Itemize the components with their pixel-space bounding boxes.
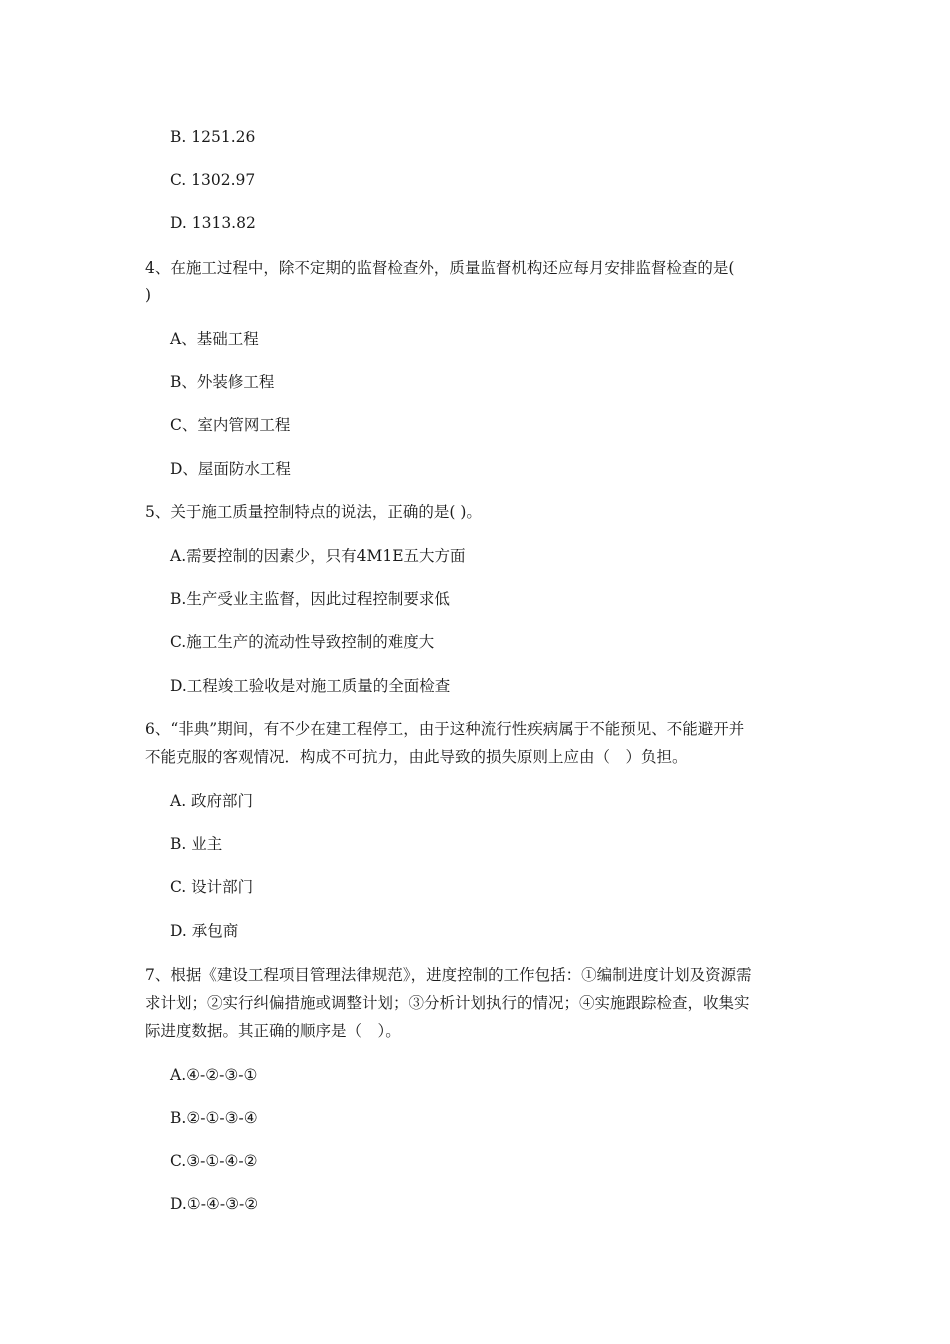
q7-stem-line1: 7、根据《建设工程项目管理法律规范》，进度控制的工作包括：①编制进度计划及资源需 (145, 966, 752, 984)
q5-option-b: B.生产受业主监督，因此过程控制要求低 (170, 590, 450, 608)
q6-option-d: D. 承包商 (170, 922, 239, 940)
q5-stem-line1: 5、关于施工质量控制特点的说法，正确的是( )。 (145, 503, 482, 521)
q4-stem-line1: 4、在施工过程中，除不定期的监督检查外，质量监督机构还应每月安排监督检查的是( (145, 259, 735, 277)
q5-option-a: A.需要控制的因素少，只有4M1E五大方面 (170, 547, 466, 565)
q4-option-b: B、外装修工程 (170, 373, 275, 391)
q6-option-a: A. 政府部门 (170, 792, 254, 810)
q7-option-d: D.①-④-③-② (170, 1195, 259, 1213)
q7-option-b: B.②-①-③-④ (170, 1109, 258, 1127)
q4-option-c: C、室内管网工程 (170, 416, 291, 434)
q6-option-b: B. 业主 (170, 835, 223, 853)
q4-option-a: A、基础工程 (170, 330, 259, 348)
q5-option-c: C.施工生产的流动性导致控制的难度大 (170, 633, 435, 651)
q3-option-c: C. 1302.97 (170, 171, 256, 189)
q4-option-d: D、屋面防水工程 (170, 460, 291, 478)
q7-stem-line2: 求计划；②实行纠偏措施或调整计划；③分析计划执行的情况；④实施跟踪检查，收集实 (145, 994, 750, 1012)
q5-option-d: D.工程竣工验收是对施工质量的全面检查 (170, 677, 451, 695)
q6-option-c: C. 设计部门 (170, 878, 254, 896)
q3-option-d: D. 1313.82 (170, 214, 256, 232)
q3-option-b: B. 1251.26 (170, 128, 256, 146)
q6-stem-line2: 不能克服的客观情况．构成不可抗力，由此导致的损失原则上应由（ ）负担。 (145, 748, 688, 766)
q7-option-a: A.④-②-③-① (170, 1066, 258, 1084)
q6-stem-line1: 6、“非典”期间，有不少在建工程停工，由于这种流行性疾病属于不能预见、不能避开并 (145, 720, 745, 738)
q7-option-c: C.③-①-④-② (170, 1152, 258, 1170)
q4-stem-line2: ) (145, 286, 152, 304)
q7-stem-line3: 际进度数据。其正确的顺序是（ ）。 (145, 1022, 401, 1040)
